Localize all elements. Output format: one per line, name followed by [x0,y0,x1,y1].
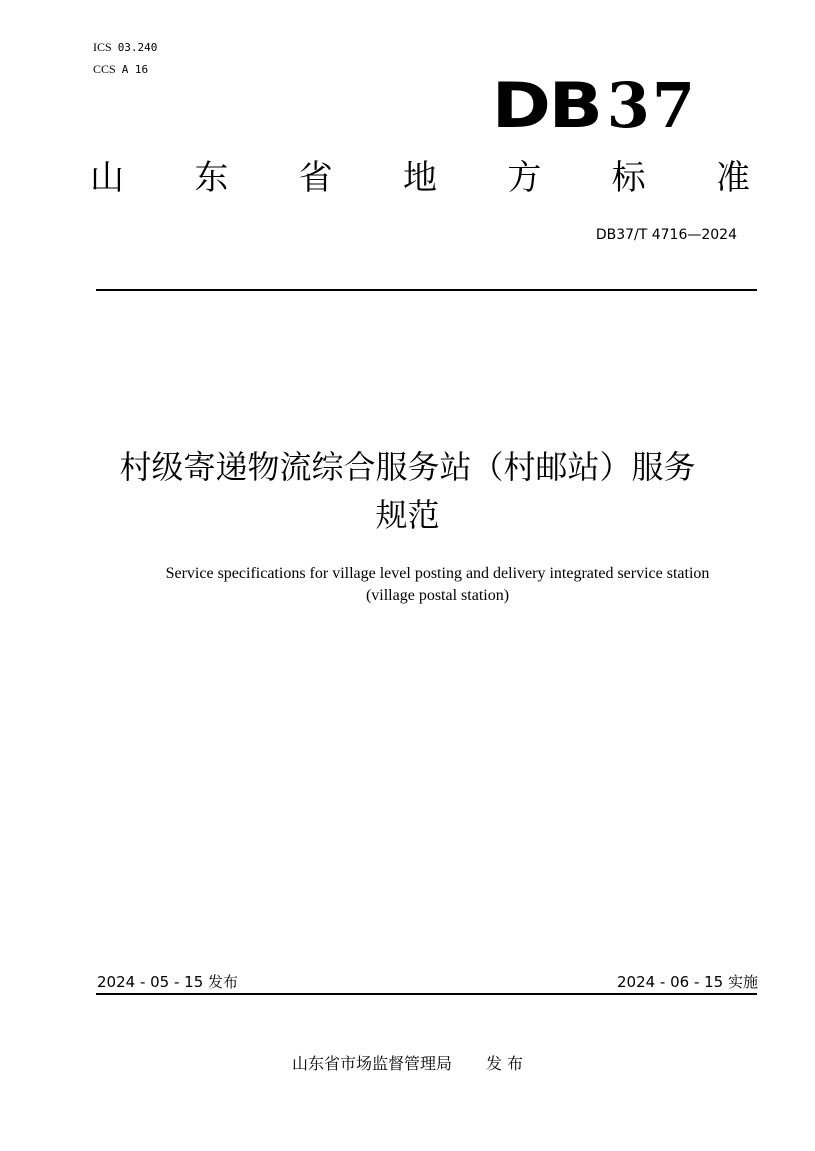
db37-logo [491,69,697,142]
title-en-line-1: Service specifications for village level posting and delivery integrated service station [165,565,710,582]
logo-digits: 37 [606,69,697,142]
standard-type-char: 省 [298,158,333,198]
standard-type-char: 标 [611,158,646,198]
standard-type-char: 山 [90,158,124,198]
issue-date: 2024 - 05 - 15 发布 [97,973,239,991]
footer-divider [96,993,757,995]
implementation-date: 2024 - 06 - 15 实施 [616,973,758,991]
header-divider [96,289,757,291]
logo-letters: DB [491,69,601,142]
standard-type-char: 东 [194,158,229,198]
document-title [60,443,755,539]
publisher-line [0,1053,815,1075]
title-en-line-2: (village postal station) [365,587,510,604]
standard-type-char: 准 [715,158,750,198]
title-zh-line-1: 村级寄递物流综合服务站（村邮站）服务 [119,448,696,486]
ccs-label: CCS [93,62,116,76]
publisher-action: 发 布 [485,1054,524,1073]
ics-label: ICS [93,40,112,54]
standard-type-char: 方 [507,158,542,198]
standard-type-char: 地 [402,158,437,198]
title-zh-line-2: 规范 [375,496,440,534]
publisher-name: 山东省市场监督管理局 [291,1054,452,1073]
standard-type-heading [90,158,750,198]
ccs-code [93,62,148,77]
standard-number: DB37/T 4716—2024 [595,227,737,243]
ics-value: 03.240 [117,41,158,54]
document-title-english [60,563,815,607]
ics-code [93,40,157,55]
ccs-value: A 16 [121,63,149,76]
